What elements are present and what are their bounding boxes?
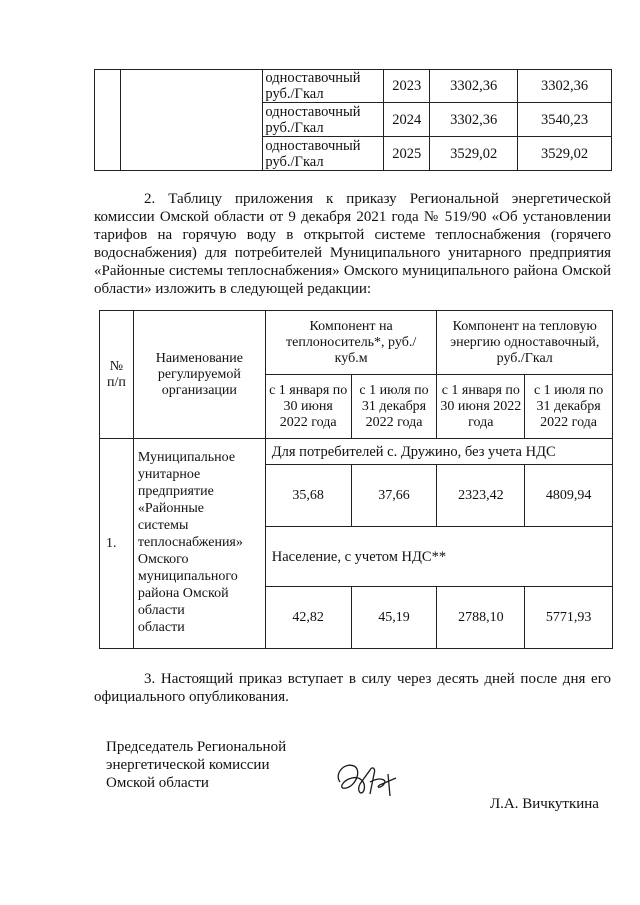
period-cell: с 1 января по 30 июня 2022 года bbox=[437, 375, 525, 439]
signatory-title-line: энергетической комиссии bbox=[106, 757, 270, 773]
unit-cell bbox=[263, 70, 384, 103]
value-cell: 42,82 bbox=[265, 587, 351, 649]
value-cell: 37,66 bbox=[351, 465, 437, 527]
paragraph-3: 3. Настоящий приказ вступает в силу через десять дней после дня его официального опубликования. bbox=[94, 671, 611, 705]
unit-cell bbox=[263, 103, 384, 137]
unit-line: руб./Гкал bbox=[265, 86, 324, 102]
unit-line: руб./Гкал bbox=[265, 153, 324, 170]
organization-name-line: области bbox=[137, 603, 185, 618]
header-number-line: п/п bbox=[107, 374, 126, 390]
header-organization: Наименование регулируемой организации bbox=[133, 311, 265, 439]
header-number bbox=[100, 311, 134, 439]
empty-cell bbox=[120, 70, 263, 171]
unit-cell bbox=[263, 137, 384, 171]
organization-name-line: «Районные bbox=[137, 501, 204, 516]
organization-name-line: района Омской bbox=[137, 586, 229, 601]
period-cell: с 1 июля по 31 декабря 2022 года bbox=[525, 375, 613, 439]
value-cell: 45,19 bbox=[351, 587, 437, 649]
organization-name-line: муниципального bbox=[137, 569, 238, 584]
header-component-heat: Компонент на тепловую энергию одноставочный, руб./Гкал bbox=[437, 311, 613, 375]
unit-line: одноставочный bbox=[265, 70, 361, 86]
header-number-line: № bbox=[109, 358, 124, 374]
organization-name-line: Омского bbox=[137, 552, 189, 567]
table-row bbox=[95, 70, 612, 103]
year-cell: 2024 bbox=[384, 103, 430, 137]
row-index: 1. bbox=[100, 439, 134, 649]
year-cell: 2023 bbox=[384, 70, 430, 103]
organization-name-line: предприятие bbox=[137, 484, 214, 499]
signatory-title bbox=[106, 738, 286, 792]
period-cell: с 1 июля по 31 декабря 2022 года bbox=[351, 375, 437, 439]
organization-name-line: области bbox=[137, 620, 185, 635]
organization-name-line: теплоснабжения» bbox=[137, 535, 243, 550]
signatory-title-line: Омской области bbox=[106, 775, 209, 791]
organization-name bbox=[133, 439, 265, 649]
signatory-name: Л.А. Вичкуткина bbox=[490, 796, 599, 812]
empty-cell bbox=[95, 70, 121, 171]
value-cell: 3302,36 bbox=[430, 70, 518, 103]
paragraph-2: 2. Таблицу приложения к приказу Региональной энергетической комиссии Омской области от 9 декабря 2021 года № 519/90 «Об установлении тарифов на горячую воду в открытой системе теплоснабжения (горячего водоснабжения) для потребителей Муниципального унитарного предприятия «Районные системы теплоснабжения» Омского муниципального района Омской области» изложить в следующей редакции: bbox=[94, 191, 611, 297]
unit-line: руб./Гкал bbox=[265, 119, 324, 136]
table-row bbox=[100, 439, 613, 465]
unit-line: одноставочный bbox=[265, 137, 361, 154]
value-cell: 3302,36 bbox=[430, 103, 518, 137]
value-cell: 3529,02 bbox=[430, 137, 518, 171]
group-label-population: Население, с учетом НДС** bbox=[265, 527, 612, 587]
value-cell: 3529,02 bbox=[518, 137, 612, 171]
organization-name-line: унитарное bbox=[137, 467, 201, 482]
value-cell: 4809,94 bbox=[525, 465, 613, 527]
value-cell: 2788,10 bbox=[437, 587, 525, 649]
tariff-table bbox=[99, 310, 613, 649]
value-cell: 2323,42 bbox=[437, 465, 525, 527]
table-header-row bbox=[100, 311, 613, 375]
value-cell: 5771,93 bbox=[525, 587, 613, 649]
value-cell: 3540,23 bbox=[518, 103, 612, 137]
unit-line: одноставочный bbox=[265, 103, 361, 120]
top-table bbox=[94, 69, 612, 171]
period-cell: с 1 января по 30 июня 2022 года bbox=[265, 375, 351, 439]
year-cell: 2025 bbox=[384, 137, 430, 171]
group-label-druzhino: Для потребителей с. Дружино, без учета НДС bbox=[265, 439, 612, 465]
value-cell: 3302,36 bbox=[518, 70, 612, 103]
organization-name-line: системы bbox=[137, 518, 189, 533]
organization-name-line: Муниципальное bbox=[137, 450, 236, 465]
header-component-coolant: Компонент на теплоноситель*, руб./куб.м bbox=[265, 311, 437, 375]
signatory-title-line: Председатель Региональной bbox=[106, 739, 287, 755]
value-cell: 35,68 bbox=[265, 465, 351, 527]
handwritten-signature bbox=[330, 752, 410, 802]
